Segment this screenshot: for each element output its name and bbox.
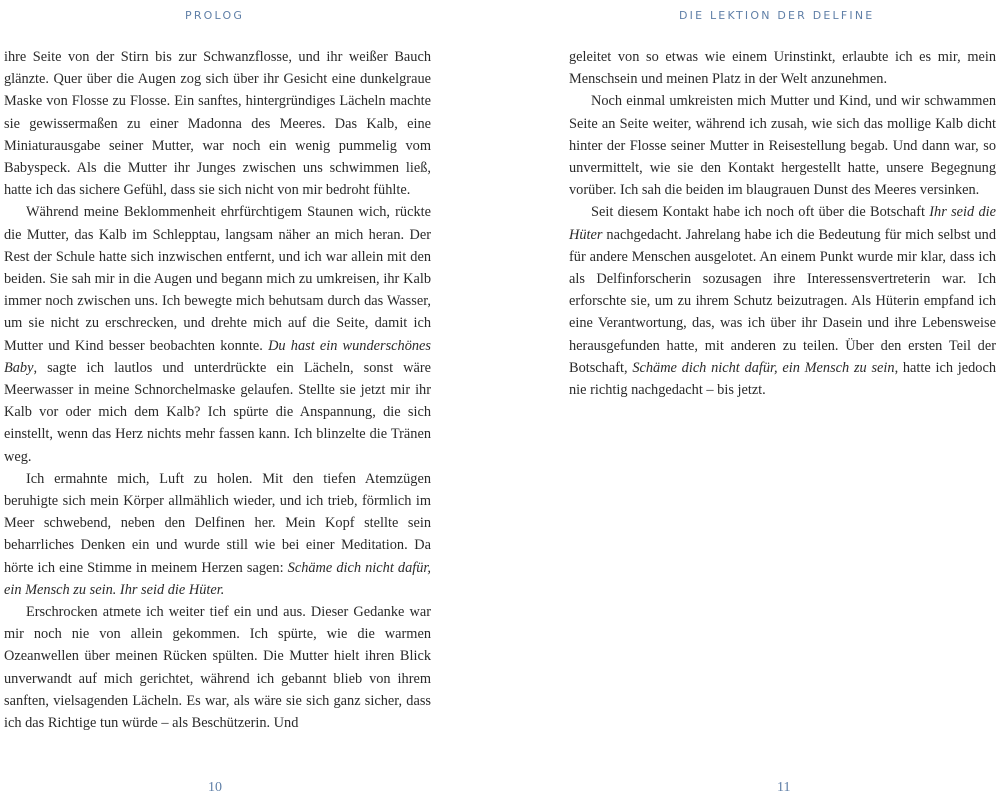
running-head-right: DIE LEKTION DER DELFINE	[679, 9, 875, 22]
text-run: ihre Seite von der Stirn bis zur Schwanzflosse, und ihr weißer Bauch glänzte. Quer über die Augen zog sich über ihr Gesicht eine dunkelgraue Maske von Flosse zu Flosse. Ein sanftes, hintergründiges Lächeln machte sie gewissermaßen zu einer Madonna des Meeres. Das Kalb, eine Miniaturausgabe seiner Mutter, war noch ein wenig pummelig vom Babyspeck. Als die Mutter ihr Junges zwischen uns schwimmen ließ, hatte ich das sichere Gefühl, dass sie sich nicht von mir bedroht fühlte.	[4, 49, 431, 199]
right-page	[569, 0, 1000, 800]
italic-text: Du hast ein wunderschönes Baby	[4, 337, 431, 376]
running-head-left: PROLOG	[185, 9, 245, 22]
text-run: , sagte ich lautlos und unterdrückte ein Lächeln, sonst wäre Meerwasser in meine Schnorchelmaske gelaufen. Stellte sie jetzt mir ihr Kalb vor oder mich dem Kalb? Ich spürte die Anspannung, die sich einstellt, wenn das Herz nichts mehr fassen kann. Ich blinzelte die Tränen weg.	[4, 359, 431, 465]
text-run: Während meine Beklommenheit ehrfürchtigem Staunen wich, rückte die Mutter, das Kalb im Schlepptau, langsam näher an mich heran. Der Rest der Schule hatte sich inzwischen entfernt, und ich war allein mit den beiden. Sie sah mir in die Augen und begann mich zu umkreisen, ihr Kalb immer noch zwischen uns. Ich bewegte mich behutsam durch das Wasser, um sie nicht zu erschrecken, und drehte mich auf die Seite, damit ich Mutter und Kind besser beobachten konnte.	[4, 204, 431, 354]
text-run: geleitet von so etwas wie einem Urinstinkt, erlaubte ich es mir, mein Menschsein und meinen Platz in der Welt anzunehmen.	[569, 49, 996, 88]
paragraph	[569, 201, 996, 401]
left-page-body	[4, 46, 431, 734]
right-page-body	[569, 46, 996, 401]
text-run: Noch einmal umkreisten mich Mutter und Kind, und wir schwammen Seite an Seite weiter, während ich zusah, wie sich das mollige Kalb dicht hinter der Flosse seiner Mutter in Reisestellung begab. Und dann war, so unvermittelt, wie sie den Kontakt hergestellt hatte, unsere Begegnung vorüber. Ich sah die beiden im blaugrauen Dunst des Meeres versinken.	[569, 93, 996, 199]
text-run: Seit diesem Kontakt habe ich noch oft über die Botschaft	[591, 204, 930, 221]
paragraph	[4, 468, 431, 601]
italic-text: Schäme dich nicht dafür, ein Mensch zu sein	[632, 359, 895, 376]
italic-text: Ihr seid die Hüter	[569, 204, 996, 243]
paragraph	[569, 90, 996, 201]
text-run: , hatte ich jedoch nie richtig nachgedacht – bis jetzt.	[569, 359, 997, 399]
paragraph	[4, 601, 431, 734]
paragraph	[4, 46, 431, 201]
text-run: Ich ermahnte mich, Luft zu holen. Mit den tiefen Atemzügen beruhigte sich mein Körper allmählich wieder, und ich trieb, förmlich im Meer schwebend, neben den Delfinen her. Mein Kopf stellte sein beharrliches Denken ein und wurde still wie bei einer Meditation. Da hörte ich eine Stimme in meinem Herzen sagen:	[4, 470, 431, 576]
page-number-right: 11	[777, 780, 791, 795]
page-number-left: 10	[208, 780, 222, 795]
paragraph	[4, 201, 431, 467]
text-run: nachgedacht. Jahrelang habe ich die Bedeutung für mich selbst und für andere Menschen ausgelotet. An einem Punkt wurde mir klar, dass ich als Delfinforscherin sozusagen ihre Interessensvertreterin war. Ich erforschte sie, um zu ihrem Schutz beizutragen. Als Hüterin empfand ich eine Verantwortung, das, was ich über ihr Dasein und ihre Lebensweise herausgefunden hatte, mit anderen zu teilen. Über den ersten Teil der Botschaft,	[569, 226, 996, 376]
paragraph	[569, 46, 996, 90]
italic-text: Schäme dich nicht dafür, ein Mensch zu sein. Ihr seid die Hüter.	[4, 559, 431, 598]
left-page	[0, 0, 431, 800]
text-run: Erschrocken atmete ich weiter tief ein und aus. Dieser Gedanke war mir noch nie von allein gekommen. Ich spürte, wie die warmen Ozeanwellen über meinen Rücken spülten. Die Mutter hielt ihren Blick unverwandt auf mich gerichtet, während ich gebannt blieb von ihrem sanften, vielsagenden Lächeln. Es war, als wäre sie sich ganz sicher, dass ich das Richtige tun würde – als Beschützerin. Und	[4, 604, 431, 732]
